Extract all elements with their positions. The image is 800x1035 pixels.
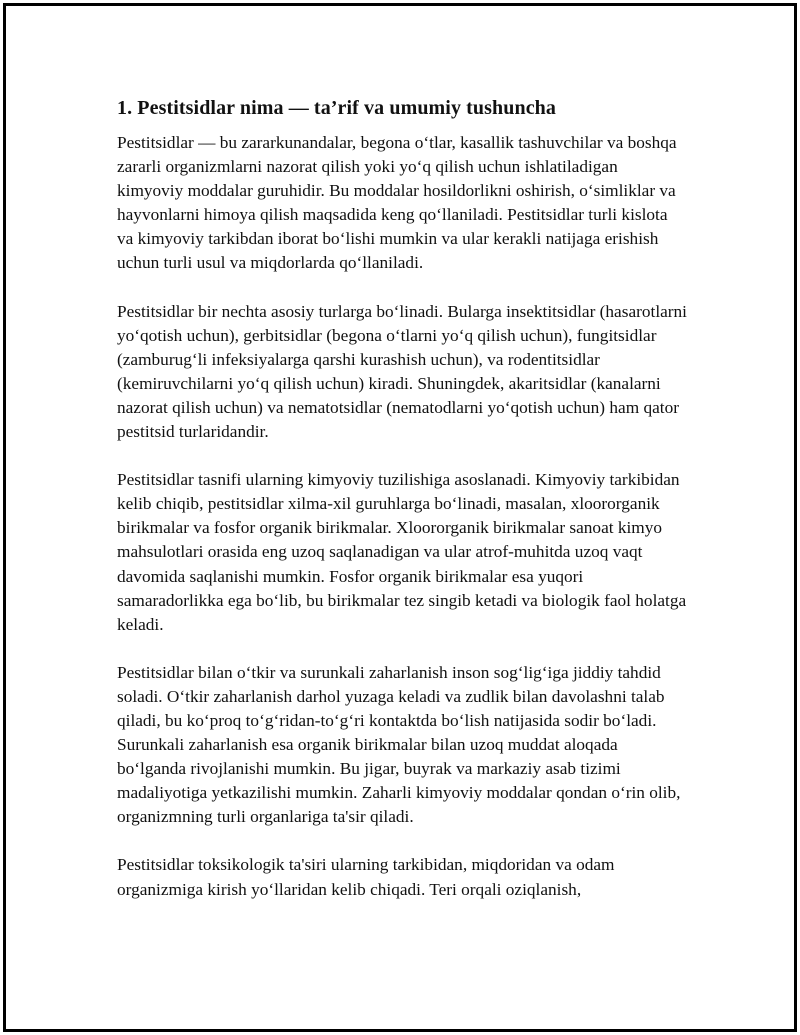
paragraph-classification: Pestitsidlar tasnifi ularning kimyoviy tuzilishiga asoslanadi. Kimyoviy tarkibidan kelib chiqib, pestitsidlar xilma-xil guruhlarga bo‘linadi, masalan, xloororganik birikmalar va fosfor organik birikmalar. Xloororganik birikmalar sanoat kimyo mahsulotlari orasida eng uzoq saqlanadigan va ular atrof-muhitda uzoq vaqt davomida saqlanishi mumkin. Fosfor organik birikmalar esa yuqori samaradorlikka ega bo‘lib, bu birikmalar tez singib ketadi va biologik faol holatga keladi. (117, 470, 687, 634)
paragraph-definition: Pestitsidlar — bu zararkunandalar, begona o‘tlar, kasallik tashuvchilar va boshqa zararli organizmlarni nazorat qilish yoki yo‘q qilish uchun ishlatiladigan kimyoviy moddalar guruhidir. Bu moddalar hosildorlikni oshirish, o‘simliklar va hayvonlarni himoya qilish maqsadida keng qo‘llaniladi. Pestitsidlar turli kislota va kimyoviy tarkibdan iborat bo‘lishi mumkin va ular kerakli natijaga erishish uchun turli usul va miqdorlarda qo‘llaniladi. (117, 133, 677, 273)
paragraph-toxicology: Pestitsidlar toksikologik ta'siri ularning tarkibidan, miqdoridan va odam organizmiga kirish yo‘llaridan kelib chiqadi. Teri orqali oziqlanish, (117, 855, 615, 899)
document-body (117, 95, 687, 926)
section-heading: 1. Pestitsidlar nima — ta’rif va umumiy tushuncha (117, 97, 557, 119)
paragraph-poisoning: Pestitsidlar bilan o‘tkir va surunkali zaharlanish inson sog‘lig‘iga jiddiy tahdid soladi. O‘tkir zaharlanish darhol yuzaga keladi va zudlik bilan davolashni talab qiladi, bu ko‘proq to‘g‘ridan-to‘g‘ri kontaktda bo‘lish natijasida sodir bo‘ladi. Surunkali zaharlanish esa organik birikmalar bilan uzoq muddat aloqada bo‘lganda rivojlanishi mumkin. Bu jigar, buyrak va markaziy asab tizimi madaliyotiga yetkazilishi mumkin. Zaharli kimyoviy moddalar qondan o‘rin olib, organizmning turli organlariga ta'sir qiladi. (117, 662, 681, 827)
paragraph-types: Pestitsidlar bir nechta asosiy turlarga bo‘linadi. Bularga insektitsidlar (hasarotlarni yo‘qotish uchun), gerbitsidlar (begona o‘tlarni yo‘q qilish uchun), fungitsidlar (zamburug‘li infeksiyalarga qarshi kurashish uchun), va rodentitsidlar (kemiruvchilarni yo‘q qilish uchun) kiradi. Shuningdek, akaritsidlar (kanalarni nazorat qilish uchun) va nematotsidlar (nematodlarni yo‘qotish uchun) ham qator pestitsid turlaridandir. (117, 301, 687, 442)
